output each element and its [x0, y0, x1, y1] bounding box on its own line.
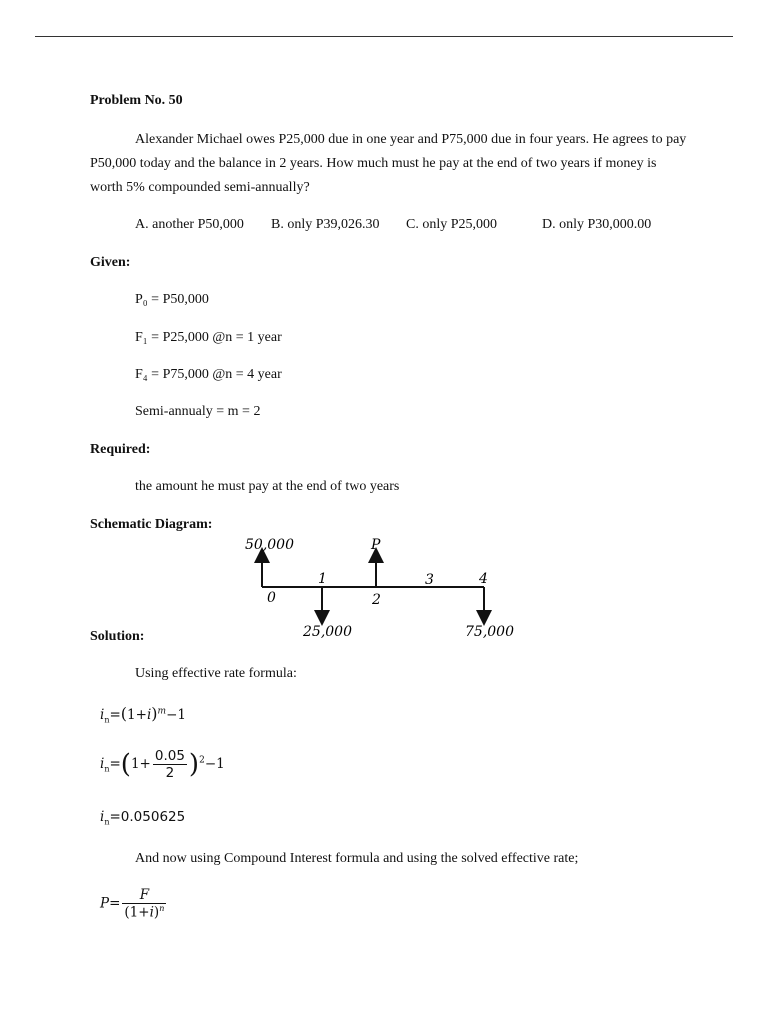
tick-1: 1	[318, 571, 327, 587]
choice-b: B. only P39,026.30	[271, 217, 380, 232]
effective-rate-substitution: $i_n=(1+$ $\frac{0.05}{2}$ )$^2$−1	[100, 748, 225, 781]
tick-2: 2	[372, 592, 381, 608]
label-25000: 25,000	[303, 624, 352, 640]
fraction-numerator: 0.05	[154, 748, 185, 764]
choice-c: C. only P25,000	[406, 217, 498, 232]
cash-flow-diagram	[235, 530, 525, 645]
problem-statement	[90, 128, 690, 200]
required-text: the amount he must pay at the end of two years	[135, 479, 400, 494]
ci-fraction: $\frac{F}{(1+i)^n}$	[124, 887, 165, 921]
label-75000: 75,000	[465, 624, 514, 640]
given-p0: P₀ = P50,000	[135, 292, 209, 307]
given-f4: F₄ = P75,000 @n = 4 year	[135, 367, 282, 382]
solution-intro: Using effective rate formula:	[135, 666, 297, 681]
tick-0: 0	[267, 590, 276, 606]
formula-exponent-m: m	[157, 706, 167, 717]
choice-d: D. only P30,000.00	[542, 217, 652, 232]
tick-3: 3	[425, 572, 434, 588]
solution-heading: Solution:	[90, 629, 145, 644]
given-m: Semi-annualy = m = 2	[135, 404, 261, 419]
effective-rate-formula: $i_n=(1+i)^m-1$	[100, 704, 186, 725]
problem-statement-text: Alexander Michael owes P25,000 due in one year and P75,000 due in four years. He agrees to pay P50,000 today and the balance in 2 years. How much must he pay at the end of two years if money is worth 5% compounded semi-annually?	[90, 132, 687, 195]
fraction-denominator: 2	[165, 765, 175, 781]
given-heading: Given:	[90, 255, 131, 270]
ci-intro: And now using Compound Interest formula and using the solved effective rate;	[135, 851, 579, 866]
diagram-heading: Schematic Diagram:	[90, 517, 213, 532]
effective-rate-result: $i_n=0.050625$	[100, 809, 186, 827]
choice-a: A. another P50,000	[135, 217, 244, 232]
label-50000: 50,000	[245, 537, 294, 553]
problem-title: Problem No. 50	[90, 93, 183, 108]
rate-fraction	[153, 748, 187, 781]
tick-4: 4	[479, 571, 488, 587]
compound-interest-formula: P= $\frac{F}{(1+i)^n}$	[100, 887, 165, 921]
effective-rate-value: 0.050625	[120, 809, 186, 825]
formula-exponent-2: 2	[199, 755, 205, 766]
required-heading: Required:	[90, 442, 151, 457]
given-f1: F₁ = P25,000 @n = 1 year	[135, 330, 282, 345]
label-p: P	[371, 537, 381, 553]
header-rule	[35, 36, 733, 37]
